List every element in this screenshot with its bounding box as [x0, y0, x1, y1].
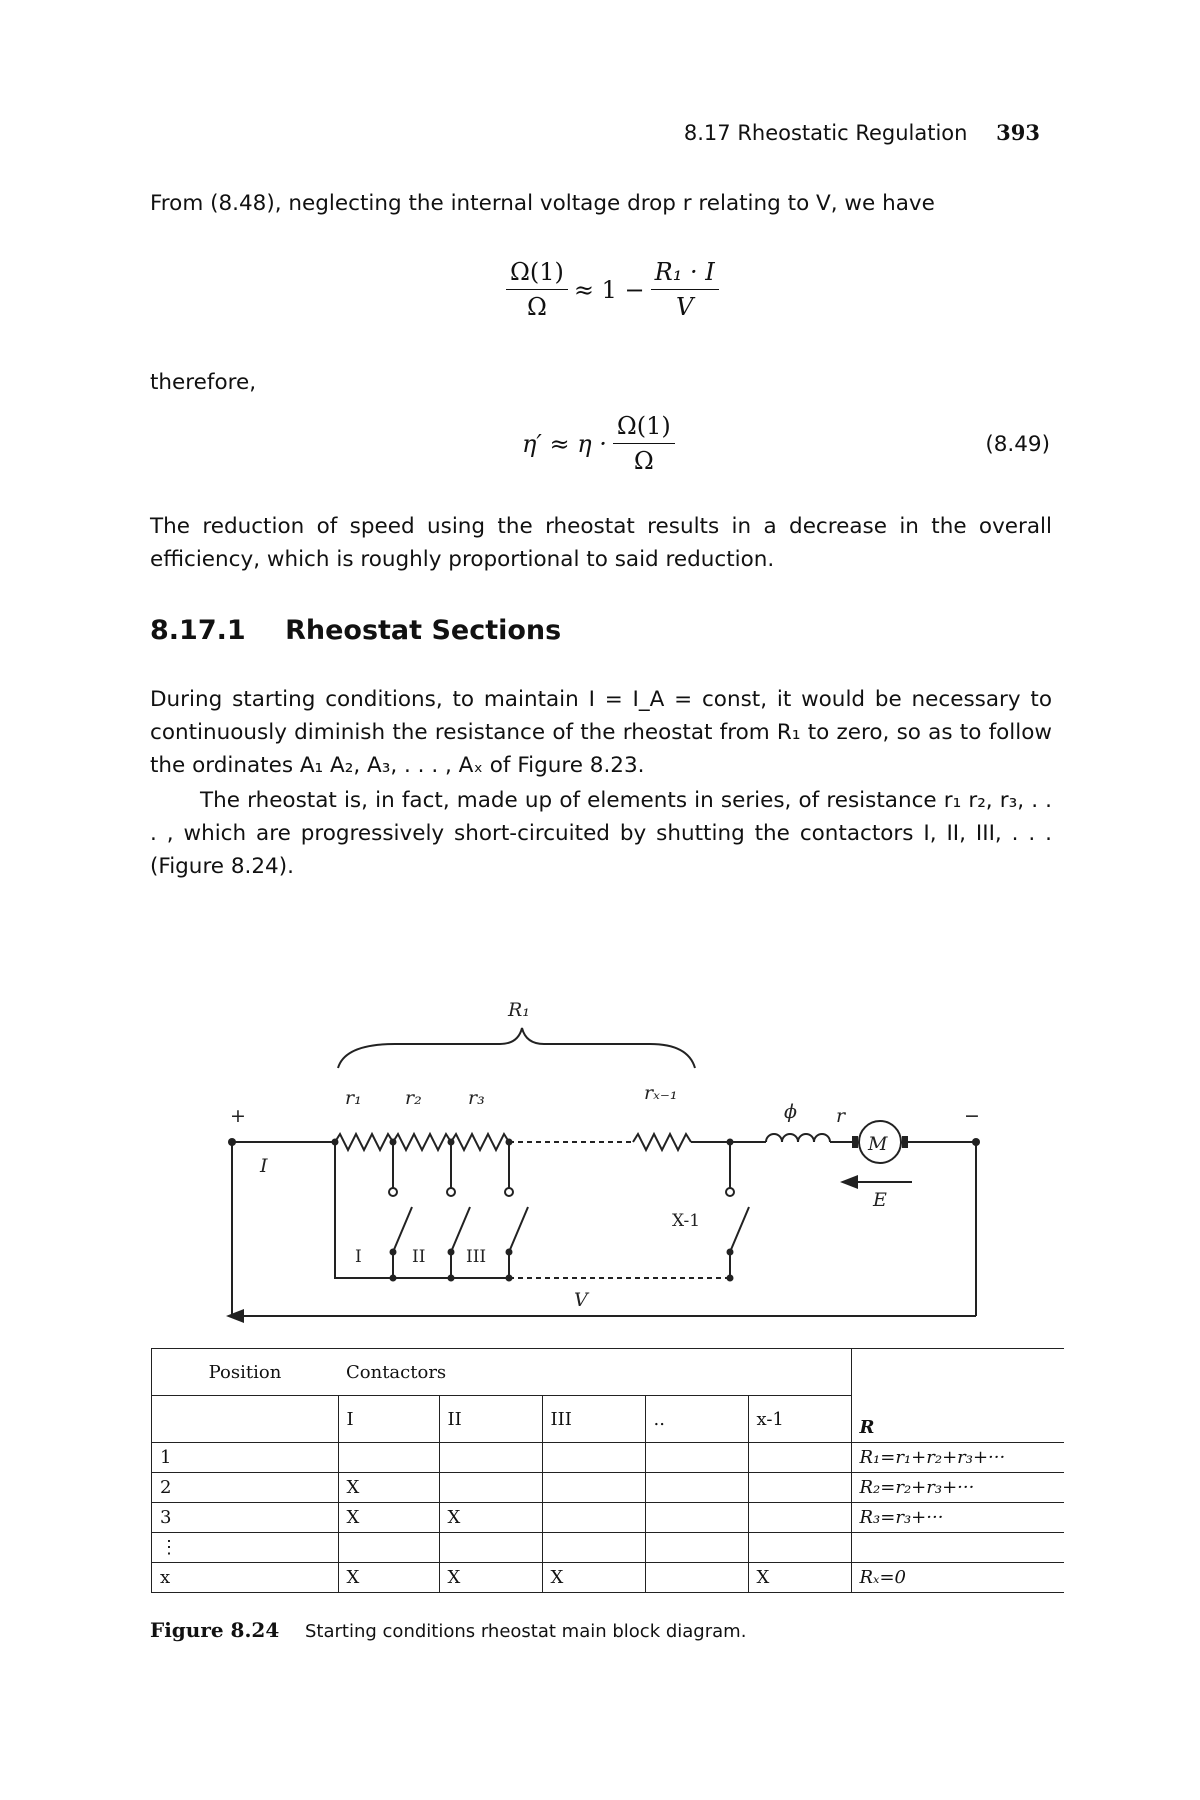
label-flux: ϕ [784, 1101, 797, 1123]
intro-paragraph: From (8.48), neglecting the internal voltage drop r relating to V, we have [150, 191, 935, 216]
equation-number: (8.49) [985, 432, 1050, 457]
row-mark [542, 1533, 645, 1563]
row-mark [748, 1503, 851, 1533]
row-resistance: R₁=r₁+r₂+r₃+··· [851, 1443, 1064, 1473]
row-mark [645, 1473, 748, 1503]
row-position: 3 [152, 1503, 339, 1533]
eq1-lhs-denominator: Ω [527, 293, 547, 321]
therefore-text: therefore, [150, 370, 257, 395]
contact-X-1-top [726, 1188, 734, 1196]
node-rx [727, 1139, 734, 1146]
page-number: 393 [996, 120, 1040, 145]
label-plus: + [230, 1105, 246, 1127]
label-voltage: V [574, 1289, 588, 1311]
table-row [152, 1563, 1064, 1593]
node-bottom-I [390, 1275, 397, 1282]
motor-brush-left [852, 1136, 858, 1148]
row-resistance [851, 1533, 1064, 1563]
figure-label: Figure 8.24 [150, 1618, 280, 1642]
label-r3: r₃ [468, 1087, 485, 1109]
resistor-r2 [393, 1134, 451, 1150]
contactor-III [509, 1142, 528, 1278]
row-mark [748, 1443, 851, 1473]
label-r1: r₁ [345, 1087, 362, 1109]
row-mark [338, 1533, 439, 1563]
row-mark [645, 1443, 748, 1473]
node-r1 [332, 1139, 339, 1146]
col-label-dots: .. [645, 1396, 748, 1443]
row-mark [439, 1533, 542, 1563]
eq2-denominator: Ω [633, 447, 654, 475]
label-r: r [836, 1105, 846, 1127]
label-current: I [260, 1155, 268, 1177]
r1-brace [338, 1028, 695, 1068]
contact-II-top [447, 1188, 455, 1196]
resistor-rx [633, 1134, 691, 1150]
contact-X-1-bottom [727, 1249, 734, 1256]
header-position: Position [152, 1349, 339, 1396]
section-title: Rheostat Sections [285, 615, 562, 646]
col-label-II: II [439, 1396, 542, 1443]
contactor-label-X-1: X-1 [672, 1211, 701, 1231]
terminal-minus [972, 1138, 980, 1146]
row-position: 2 [152, 1473, 339, 1503]
figure-caption-text: Starting conditions rheostat main block diagram. [305, 1621, 747, 1642]
node-r4 [506, 1139, 513, 1146]
node-r3 [448, 1139, 455, 1146]
emf-arrowhead [840, 1175, 858, 1189]
row-position: ⋮ [152, 1533, 339, 1563]
contactor-label-I: I [355, 1247, 362, 1267]
contact-III-bottom [506, 1249, 513, 1256]
row-resistance: Rₓ=0 [851, 1563, 1064, 1593]
label-r2: r₂ [405, 1087, 422, 1109]
contact-III-top [505, 1188, 513, 1196]
contact-II-bottom [448, 1249, 455, 1256]
header-contactors: Contactors [338, 1349, 851, 1396]
table-row [152, 1443, 1064, 1473]
paragraph-efficiency: The reduction of speed using the rheostat results in a decrease in the overall efficiency, which is roughly proportional to said reduction. [150, 514, 1052, 572]
col-label-x-1: x-1 [748, 1396, 851, 1443]
row-mark [439, 1473, 542, 1503]
row-mark [645, 1533, 748, 1563]
row-mark [542, 1443, 645, 1473]
col-label-I: I [338, 1396, 439, 1443]
row-mark [439, 1443, 542, 1473]
motor-brush-right [902, 1136, 908, 1148]
contactor-label-III: III [466, 1247, 487, 1267]
eq2-lhs: η′ ≈ η · [522, 429, 607, 458]
brace-label: R₁ [508, 999, 530, 1021]
figure-caption [150, 1618, 746, 1642]
row-position: x [152, 1563, 339, 1593]
resistor-r3 [451, 1134, 509, 1150]
label-emf: E [873, 1189, 887, 1211]
row-mark: X [338, 1503, 439, 1533]
node-r2 [390, 1139, 397, 1146]
row-mark [645, 1503, 748, 1533]
table-row [152, 1473, 1064, 1503]
row-mark: X [338, 1473, 439, 1503]
node-bottom-X-1 [727, 1275, 734, 1282]
row-mark: X [439, 1503, 542, 1533]
subheader-empty [152, 1396, 339, 1443]
voltage-arrowhead [226, 1309, 244, 1323]
label-minus: − [964, 1105, 980, 1127]
header-r: R [851, 1349, 1064, 1443]
eq2-numerator: Ω(1) [613, 412, 675, 444]
row-mark [748, 1533, 851, 1563]
contact-I-top [389, 1188, 397, 1196]
row-resistance: R₃=r₃+··· [851, 1503, 1064, 1533]
eq1-rhs-denominator: V [676, 293, 694, 321]
table-row [152, 1533, 1064, 1563]
row-mark [338, 1443, 439, 1473]
contactor-I [393, 1142, 412, 1278]
contactor-X-1 [730, 1142, 749, 1278]
label-motor: M [868, 1133, 888, 1155]
col-label-III: III [542, 1396, 645, 1443]
resistor-r1 [335, 1134, 393, 1150]
terminal-plus [228, 1138, 236, 1146]
table-row [152, 1503, 1064, 1533]
inductor-coil [766, 1134, 830, 1142]
running-title: 8.17 Rheostatic Regulation [683, 121, 968, 145]
eq1-rhs-numerator: R₁ · I [651, 258, 719, 290]
contact-I-bottom [390, 1249, 397, 1256]
eq1-relation: ≈ 1 − [573, 275, 645, 304]
row-position: 1 [152, 1443, 339, 1473]
contactor-table [151, 1348, 1064, 1593]
row-mark: X [542, 1563, 645, 1593]
eq1-lhs-numerator: Ω(1) [506, 258, 568, 290]
node-bottom-II [448, 1275, 455, 1282]
paragraph-rheostat: The rheostat is, in fact, made up of elements in series, of resistance r₁ r₂, r₃, . . . , which are progressively short-circuited by shutting the contactors I, II, III, . . . (Figure 8.24). [150, 788, 1052, 879]
left-rail [335, 1142, 730, 1278]
section-number: 8.17.1 [150, 615, 246, 646]
row-mark [542, 1473, 645, 1503]
row-mark: X [748, 1563, 851, 1593]
row-resistance: R₂=r₂+r₃+··· [851, 1473, 1064, 1503]
row-mark: X [338, 1563, 439, 1593]
row-mark [748, 1473, 851, 1503]
paragraph-starting: During starting conditions, to maintain I = I_A = const, it would be necessary to continuously diminish the resistance of the rheostat from R₁ to zero, so as to follow the ordinates A₁ A₂, A₃, . . . , Aₓ of Figure 8.23. [150, 687, 1052, 778]
row-mark [542, 1503, 645, 1533]
node-bottom-III [506, 1275, 513, 1282]
label-rx: rₓ₋₁ [644, 1082, 678, 1104]
row-mark: X [439, 1563, 542, 1593]
row-mark [645, 1563, 748, 1593]
contactor-label-II: II [412, 1247, 426, 1267]
table-header-row [152, 1349, 1064, 1396]
main-line-right [902, 1142, 976, 1316]
